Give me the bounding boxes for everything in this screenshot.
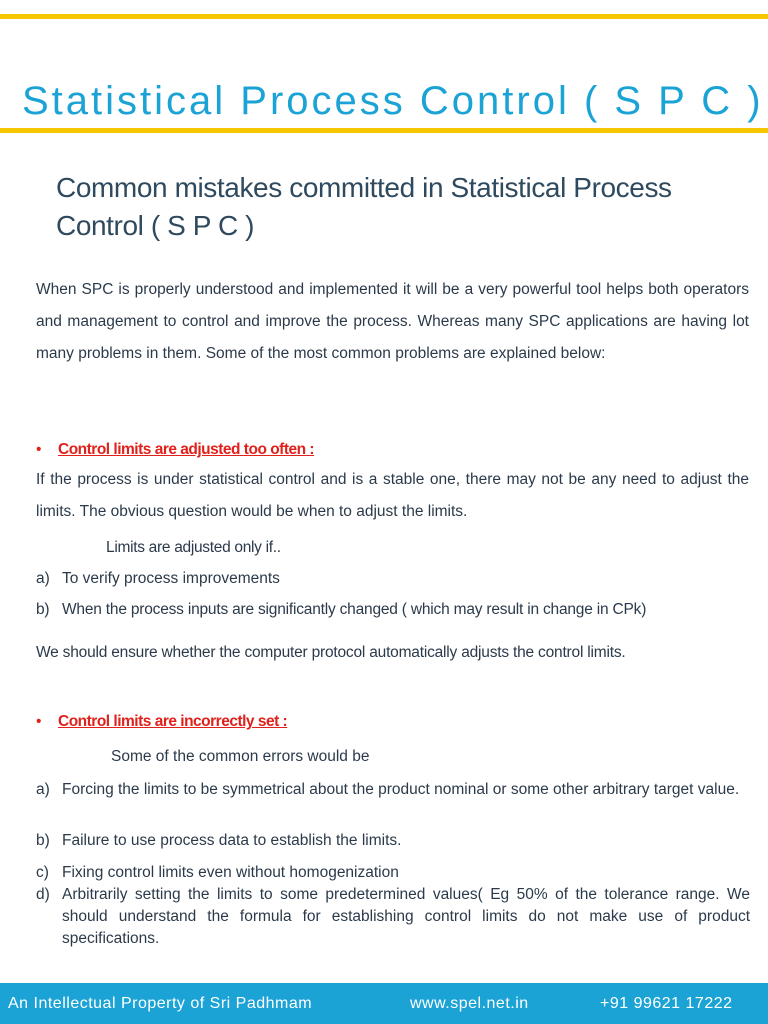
bullet-heading-text: Control limits are adjusted too often : [58,441,315,458]
list-item [36,599,750,621]
footer-bar [0,983,768,1024]
list-marker: a) [36,570,50,587]
list-item [36,862,750,884]
list-item [36,779,750,801]
list-item-text: Arbitrarily setting the limits to some predetermined values( Eg 50% of the tolerance range. We should understand the formula for establishing control limits do not make use of product specifications. [62,886,750,947]
list-item-text: Forcing the limits to be symmetrical about the product nominal or some other arbitrary target value. [62,781,740,798]
bullet-heading-text: Control limits are incorrectly set : [58,713,288,730]
list-marker: a) [36,781,50,798]
bullet1-closing: We should ensure whether the computer protocol automatically adjusts the control limits. [36,644,626,661]
bullet1-paragraph: If the process is under statistical control and is a stable one, there may not be any need to adjust the limits. The obvious question would be when to adjust the limits. [36,471,749,520]
bullet-dot-icon: • [36,441,42,458]
list-marker: b) [36,601,50,618]
list-marker: b) [36,832,50,849]
header-gold-rule [0,128,768,133]
bullet1-sub-intro: Limits are adjusted only if.. [106,539,281,556]
list-item [36,884,750,950]
list-item [36,568,750,590]
document-title: Statistical Process Control ( S P C ) [22,78,764,123]
bullet-heading-incorrectly-set [36,712,287,732]
bullet-dot-icon: • [36,713,42,730]
list-item [36,830,750,852]
list-marker: c) [36,864,49,881]
list-marker: d) [36,886,50,903]
top-gold-rule [0,14,768,19]
footer-phone-number: +91 99621 17222 [600,995,733,1012]
bullet2-sub-intro: Some of the common errors would be [111,748,370,765]
list-item-text: When the process inputs are significantly changed ( which may result in change in CPk) [62,601,647,618]
bullet-heading-adjusted-often [36,440,314,460]
section-heading: Common mistakes committed in Statistical Process Control ( S P C ) [56,172,672,241]
footer-website-link[interactable]: www.spel.net.in [410,995,529,1012]
intro-paragraph: When SPC is properly understood and implemented it will be a very powerful tool helps both operators and management to control and improve the process. Whereas many SPC applications are having lot many problems in them. Some of the most common problems are explained below: [36,281,749,362]
list-item-text: Fixing control limits even without homogenization [62,864,399,881]
list-item-text: To verify process improvements [62,570,280,587]
list-item-text: Failure to use process data to establish the limits. [62,832,402,849]
footer-ip-notice: An Intellectual Property of Sri Padhmam [8,995,313,1012]
